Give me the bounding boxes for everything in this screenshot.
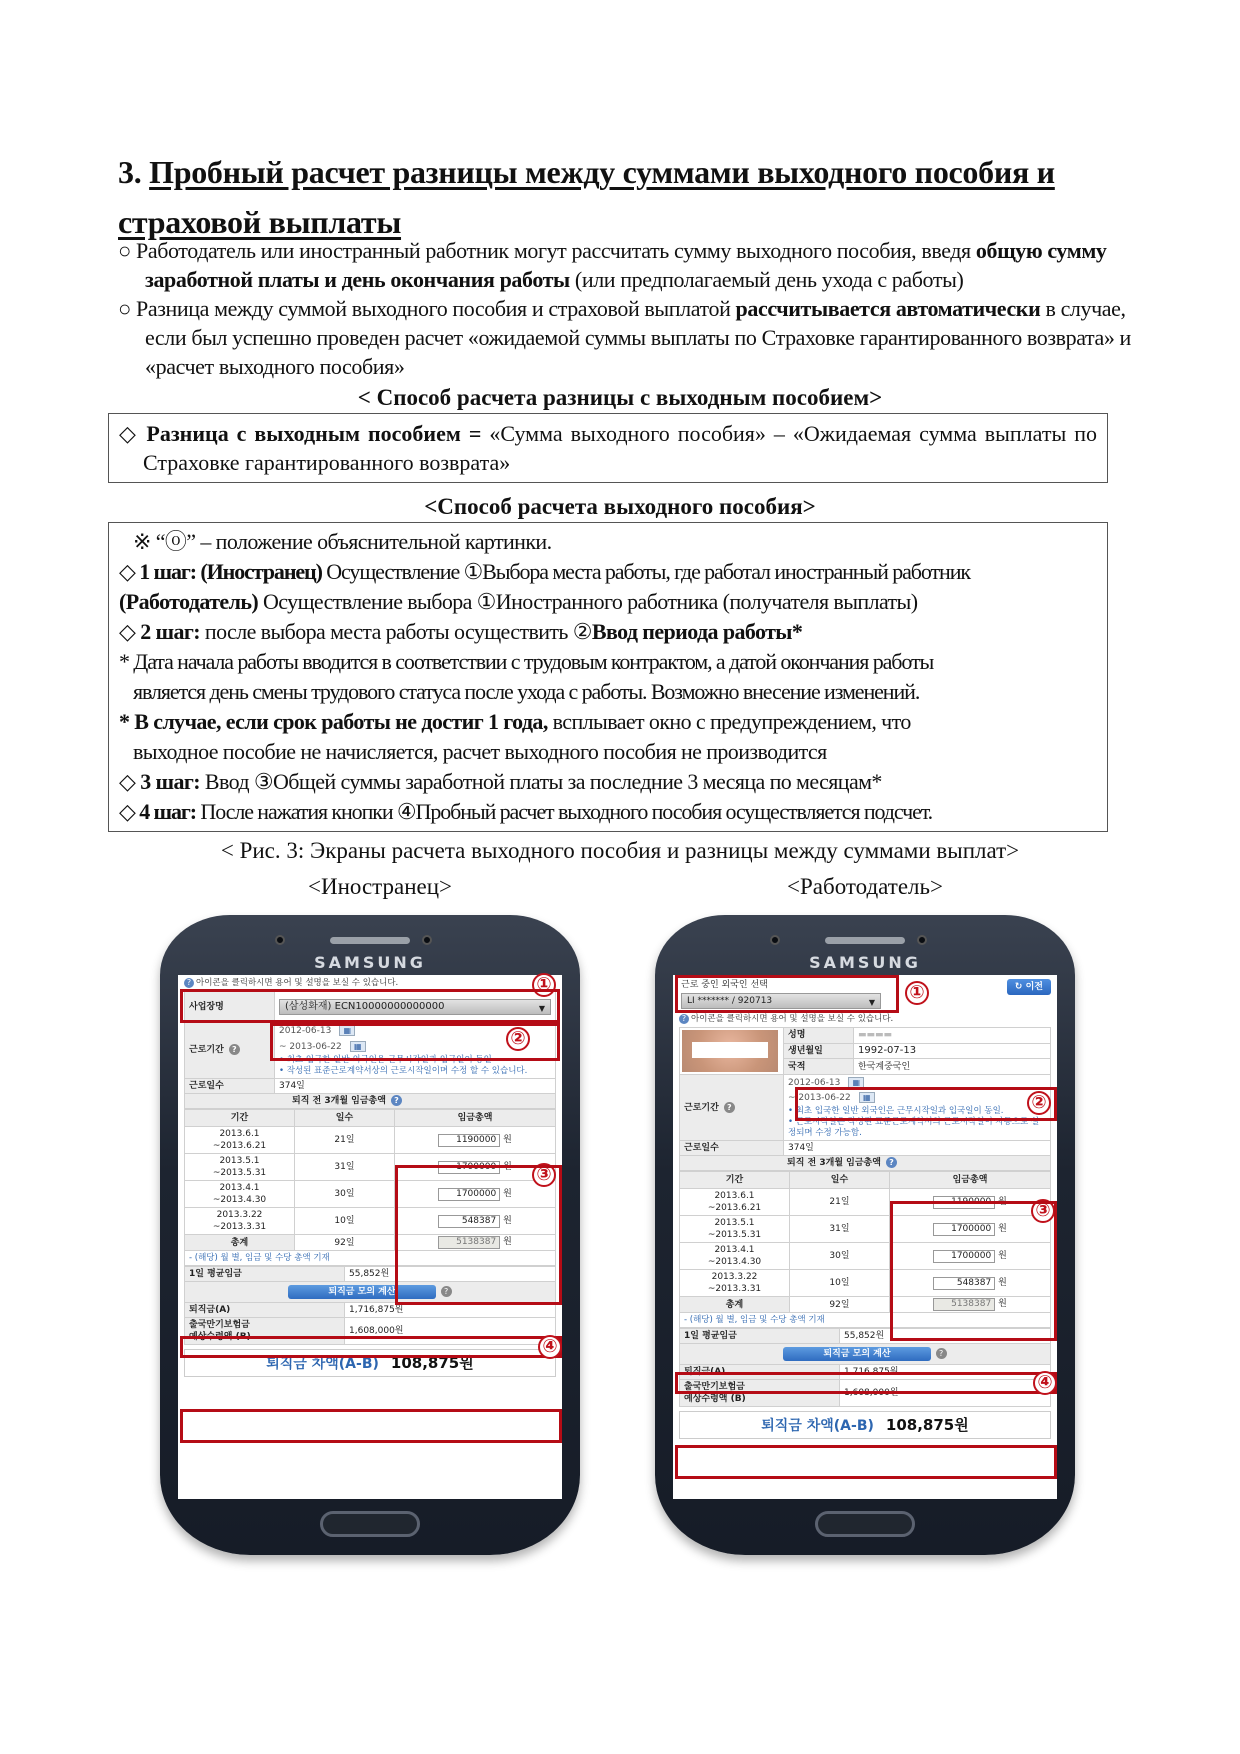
step-text: После нажатия кнопки ④Пробный расчет выходного пособия осуществляется подсчет. — [196, 799, 933, 824]
diff-method-heading: < Способ расчета разницы с выходным пособием> — [357, 385, 883, 410]
diamond-icon: ◇ — [119, 421, 139, 446]
col-wage: 임금총액 — [395, 1110, 556, 1127]
formula-text: «Сумма выходного пособия» – «Ожидаемая сумма выплаты по Страховке гарантированного возврата» — [143, 421, 1097, 475]
period: ~2013.6.21 — [707, 1203, 762, 1213]
daily-avg-label: 1일 평균임금 — [680, 1329, 840, 1344]
worker-info — [679, 1027, 1051, 1171]
label: 근로기간 — [684, 1102, 719, 1113]
daily-avg-value: 55,852원 — [345, 1267, 556, 1282]
step-2 — [119, 617, 1097, 647]
speaker-grille — [825, 937, 905, 944]
worker-select-area — [673, 975, 1057, 1011]
diamond-icon: ◇ — [119, 619, 136, 644]
currency: 원 — [503, 1215, 512, 1226]
worker-select-label: 근로 중인 외국인 선택 — [681, 980, 768, 990]
back-label: 이전 — [1025, 982, 1043, 992]
privacy-redaction — [692, 1042, 768, 1058]
daily-avg-value: 55,852원 — [840, 1329, 1051, 1344]
footnote-2 — [119, 707, 1097, 737]
insurance-label: 출국만기보험금 — [189, 1320, 250, 1330]
home-button[interactable] — [320, 1511, 420, 1537]
diamond-icon: ◇ — [119, 799, 135, 824]
text: 퇴직 전 3개월 임금총액 — [787, 1158, 881, 1168]
phone-brand: SAMSUNG — [314, 953, 426, 972]
phone-foreigner — [160, 915, 580, 1555]
wage-input[interactable]: 1190000 — [933, 1196, 995, 1209]
currency: 원 — [998, 1250, 1007, 1261]
step-text: Осуществление выбора ①Иностранного работника (получателя выплаты) — [258, 589, 918, 614]
text: 퇴직 전 3개월 임금총액 — [292, 1096, 386, 1106]
calc-severance-button[interactable]: 퇴직금 모의 계산 — [783, 1347, 930, 1361]
wage-table — [184, 1109, 556, 1266]
diamond-icon: ◇ — [119, 769, 136, 794]
period: ~2013.3.31 — [707, 1284, 762, 1294]
period: ~2013.6.21 — [212, 1141, 267, 1151]
total-row — [680, 1297, 1051, 1313]
total-label: 총계 — [680, 1297, 790, 1313]
figure-caption: < Рис. 3: Экраны расчета выходного пособия и разницы между суммами выплат> — [220, 838, 1020, 863]
severance-label: 퇴직금(A) — [680, 1365, 840, 1380]
footnote-1a: * Дата начала работы вводится в соответствии с трудовым контрактом, а датой окончания работы — [119, 649, 934, 674]
text: Работодатель или иностранный работник могут рассчитать сумму выходного пособия, введя — [136, 238, 976, 263]
wage-section-title — [680, 1156, 1051, 1171]
bold-text: рассчитывается автоматически — [735, 296, 1041, 321]
workdays-value: 374일 — [784, 1141, 1051, 1156]
insurance-value: 1,608,000원 — [840, 1380, 1051, 1407]
formula-label: Разница с выходным пособием = — [146, 421, 482, 446]
insurance-value: 1,608,000원 — [345, 1318, 556, 1345]
camera-icon — [770, 935, 780, 945]
note: • 근로시작일은 작성된 표준근로계약서의 근로시작일이 자동으로 설정되며 수정 가능함. — [788, 1117, 1040, 1138]
phone-employer — [655, 915, 1075, 1555]
paragraph-2 — [118, 294, 1140, 381]
marker-2: ② — [506, 1027, 530, 1051]
step-label: 1 шаг: (Иностранец) — [139, 559, 322, 584]
note: • 최초 입국한 일반 외국인은 근무시작일과 입국일이 동일 — [279, 1055, 492, 1065]
note: - (해당) 월 별, 임금 및 수당 총액 기재 — [185, 1251, 556, 1266]
step-label: 2 шаг: — [140, 619, 201, 644]
step-label: (Работодатель) — [119, 589, 259, 614]
days: 31일 — [790, 1216, 890, 1243]
col-period: 기간 — [185, 1110, 295, 1127]
days: 10일 — [295, 1208, 395, 1235]
text: Разница между суммой выходного пособия и страховой выплатой — [136, 296, 736, 321]
back-button[interactable]: ↻ 이전 — [1007, 979, 1051, 995]
note: • 최초 입국한 일반 외국인은 근무시작일과 입국일이 동일. — [788, 1106, 1004, 1116]
total-label: 총계 — [185, 1235, 295, 1251]
workdays-label: 근로일수 — [680, 1141, 784, 1156]
calc-severance-button[interactable]: 퇴직금 모의 계산 — [288, 1285, 435, 1299]
table-row — [185, 1181, 556, 1208]
total-wage: 5138387 — [933, 1298, 995, 1311]
worker-photo — [682, 1030, 778, 1072]
info-icon: ? — [679, 1014, 689, 1024]
home-button[interactable] — [815, 1511, 915, 1537]
table-row — [680, 1243, 1051, 1270]
days: 30일 — [790, 1243, 890, 1270]
total-days: 92일 — [295, 1235, 395, 1251]
days: 21일 — [295, 1127, 395, 1154]
worker-value: LI ******* / 920713 — [687, 996, 773, 1006]
step-label: 4 шаг: — [139, 799, 197, 824]
step-3 — [119, 767, 1097, 797]
total-days: 92일 — [790, 1297, 890, 1313]
step-label: 3 шаг: — [140, 769, 201, 794]
severance-value: 1,716,875원 — [840, 1365, 1051, 1380]
step-text: Ввод ③Общей суммы заработной платы за последние 3 месяца по месяцам* — [200, 769, 882, 794]
workdays-value: 374일 — [275, 1079, 556, 1094]
info-form — [184, 991, 556, 1109]
calendar-icon[interactable]: ▦ — [859, 1092, 875, 1103]
insurance-label: 예상수령액 (B) — [684, 1394, 746, 1404]
wage-section-title — [185, 1094, 556, 1109]
birth-label: 생년월일 — [784, 1043, 854, 1059]
label: 근로기간 — [189, 1045, 224, 1055]
period-label — [185, 1022, 275, 1079]
step-1 — [119, 557, 1097, 587]
step-4 — [119, 797, 1097, 827]
difference-result — [184, 1349, 556, 1377]
footnote-bold: * В случае, если срок работы не достиг 1 года, — [119, 709, 548, 734]
workdays-label: 근로일수 — [185, 1079, 275, 1094]
wage-input[interactable]: 1700000 — [933, 1250, 995, 1263]
period: 2013.5.1 — [219, 1156, 260, 1166]
info-icon: ? — [184, 978, 194, 988]
period: 2013.4.1 — [219, 1183, 260, 1193]
step-text: Осуществление ①Выбора места работы, где работал иностранный работник — [321, 559, 970, 584]
diff-label: 퇴직금 차액(A-B) — [761, 1418, 874, 1434]
step-text: после выбора места работы осуществить ② — [200, 619, 592, 644]
insurance-label: 출국만기보험금 — [684, 1382, 745, 1392]
period: ~2013.4.30 — [212, 1195, 267, 1205]
title-line-1: Пробный расчет разницы между суммами выходного пособия и — [149, 154, 1055, 190]
wage-input[interactable]: 548387 — [933, 1277, 995, 1290]
result-form — [679, 1328, 1051, 1407]
currency: 원 — [998, 1277, 1007, 1288]
footnote-2c: выходное пособие не начисляется, расчет выходного пособия не производится — [133, 739, 827, 764]
section-number: 3. — [118, 154, 142, 190]
help-icon[interactable]: ? — [724, 1102, 735, 1113]
wage-input[interactable]: 548387 — [438, 1215, 500, 1228]
severance-method-heading: <Способ расчета выходного пособия> — [424, 494, 816, 519]
marker-4: ④ — [1033, 1371, 1057, 1395]
col-wage: 임금총액 — [890, 1172, 1051, 1189]
currency: 원 — [503, 1134, 512, 1145]
sensor-icon — [917, 935, 927, 945]
wage-input[interactable]: 1190000 — [438, 1134, 500, 1147]
bullet: ○ — [118, 296, 131, 321]
period: 2013.3.22 — [216, 1210, 263, 1220]
nationality-value: 한국계중국인 — [854, 1059, 1051, 1075]
period: 2013.6.1 — [714, 1191, 755, 1201]
section-title — [118, 147, 1138, 247]
help-icon[interactable]: ? — [936, 1348, 947, 1359]
workplace-label: 사업장명 — [185, 992, 275, 1022]
end-date[interactable] — [788, 1091, 1046, 1106]
marker-1: ① — [905, 981, 929, 1005]
start-date[interactable] — [788, 1076, 1046, 1091]
table-row — [680, 1270, 1051, 1297]
chevron-down-icon: ▼ — [868, 998, 875, 1007]
period: 2013.6.1 — [219, 1129, 260, 1139]
date: 2012-06-13 — [279, 1026, 332, 1036]
title-line-2: страховой выплаты — [118, 204, 402, 240]
result-form — [184, 1266, 556, 1345]
marker-4: ④ — [538, 1335, 562, 1359]
step-1-employer — [119, 587, 1097, 617]
help-icon[interactable]: ? — [229, 1044, 240, 1055]
phone-screen — [178, 975, 562, 1499]
marker-3: ③ — [1031, 1199, 1055, 1223]
date: 2012-06-13 — [788, 1078, 841, 1088]
period: 2013.4.1 — [714, 1245, 755, 1255]
severance-value: 1,716,875원 — [345, 1303, 556, 1318]
footnote-1b: является день смены трудового статуса после ухода с работы. Возможно внесение изменений. — [133, 679, 920, 704]
period: 2013.5.1 — [714, 1218, 755, 1228]
label-employer: <Работодатель> — [787, 874, 943, 899]
camera-icon — [275, 935, 285, 945]
insurance-label: 예상수령액 (B) — [189, 1332, 251, 1342]
severance-method-box — [108, 522, 1108, 832]
step-bold: Ввод периода работы* — [591, 619, 803, 644]
diff-label: 퇴직금 차액(A-B) — [266, 1356, 379, 1372]
bold-text: общую сумму заработной платы и день окончания работы — [145, 238, 1107, 292]
col-days: 일수 — [790, 1172, 890, 1189]
phone-screen — [673, 975, 1057, 1499]
footnote-text: всплывает окно с предупреждением, что — [547, 709, 911, 734]
speaker-grille — [330, 937, 410, 944]
help-icon[interactable]: ? — [886, 1157, 897, 1168]
date: ~ 2013-06-22 — [788, 1093, 851, 1103]
currency: 원 — [998, 1223, 1007, 1234]
days: 10일 — [790, 1270, 890, 1297]
name-label: 성명 — [784, 1028, 854, 1044]
help-icon[interactable]: ? — [391, 1095, 402, 1106]
text: в случае, если был успешно проведен расчет «ожидаемой суммы выплаты по Страховке гарантированного возврата» и «расчет выходного пособия» — [145, 296, 1131, 379]
col-days: 일수 — [295, 1110, 395, 1127]
hint — [178, 975, 562, 991]
marker-2: ② — [1027, 1091, 1051, 1115]
calendar-icon[interactable]: ▦ — [339, 1025, 355, 1036]
phone-brand: SAMSUNG — [809, 953, 921, 972]
period: ~2013.3.31 — [212, 1222, 267, 1232]
nationality-label: 국적 — [784, 1059, 854, 1075]
days: 31일 — [295, 1154, 395, 1181]
col-period: 기간 — [680, 1172, 790, 1189]
total-wage: 5138387 — [438, 1236, 500, 1249]
label-foreigner: <Иностранец> — [307, 874, 452, 899]
currency: 원 — [503, 1237, 512, 1247]
note: ※ “ⓞ” – положение объяснительной картинки. — [133, 529, 552, 554]
table-row — [185, 1154, 556, 1181]
name-value: ▬▬▬▬ — [854, 1028, 1051, 1044]
currency: 원 — [503, 1161, 512, 1172]
wage-table — [679, 1171, 1051, 1328]
hint — [673, 1011, 1057, 1027]
birth-value: 1992-07-13 — [854, 1043, 1051, 1059]
hint-text: 아이콘을 클릭하시면 용어 및 설명을 보실 수 있습니다. — [196, 978, 399, 988]
period-label — [680, 1075, 784, 1141]
diamond-icon: ◇ — [119, 559, 135, 584]
date: ~ 2013-06-22 — [279, 1042, 342, 1052]
calendar-icon[interactable]: ▦ — [350, 1041, 366, 1052]
wage-input[interactable]: 1700000 — [438, 1188, 500, 1201]
bullet: ○ — [118, 238, 131, 263]
period: ~2013.4.30 — [707, 1257, 762, 1267]
note: - (해당) 월 별, 임금 및 수당 총액 기재 — [680, 1313, 1051, 1328]
calendar-icon[interactable]: ▦ — [848, 1077, 864, 1088]
diff-value: 108,875원 — [390, 1354, 474, 1372]
difference-result — [679, 1411, 1051, 1439]
currency: 원 — [503, 1188, 512, 1199]
marker-3: ③ — [532, 1163, 556, 1187]
sensor-icon — [422, 935, 432, 945]
total-row — [185, 1235, 556, 1251]
diff-value: 108,875원 — [885, 1416, 969, 1434]
wage-input[interactable]: 1700000 — [438, 1161, 500, 1174]
chevron-down-icon: ▼ — [538, 1003, 545, 1013]
period: ~2013.5.31 — [212, 1168, 267, 1178]
diff-method-box — [108, 413, 1108, 483]
worker-select[interactable] — [681, 993, 881, 1009]
workplace-value: (삼성화재) ECN10000000000000 — [285, 1000, 445, 1012]
text: (или предполагаемый день ухода с работы) — [569, 267, 964, 292]
wage-input[interactable]: 1700000 — [933, 1223, 995, 1236]
period: ~2013.5.31 — [707, 1230, 762, 1240]
table-row — [185, 1208, 556, 1235]
currency: 원 — [998, 1196, 1007, 1207]
help-icon[interactable]: ? — [441, 1286, 452, 1297]
table-row — [680, 1189, 1051, 1216]
marker-1: ① — [532, 973, 556, 997]
note: • 작성된 표준근로계약서상의 근로시작일이며 수정 할 수 있습니다. — [279, 1066, 528, 1076]
table-row — [185, 1127, 556, 1154]
currency: 원 — [998, 1299, 1007, 1309]
paragraph-1 — [118, 236, 1140, 294]
daily-avg-label: 1일 평균임금 — [185, 1267, 345, 1282]
days: 21일 — [790, 1189, 890, 1216]
workplace-select[interactable] — [279, 999, 551, 1015]
days: 30일 — [295, 1181, 395, 1208]
table-row — [680, 1216, 1051, 1243]
severance-label: 퇴직금(A) — [185, 1303, 345, 1318]
period: 2013.3.22 — [711, 1272, 758, 1282]
hint-text: 아이콘을 클릭하시면 용어 및 설명을 보실 수 있습니다. — [691, 1014, 894, 1024]
